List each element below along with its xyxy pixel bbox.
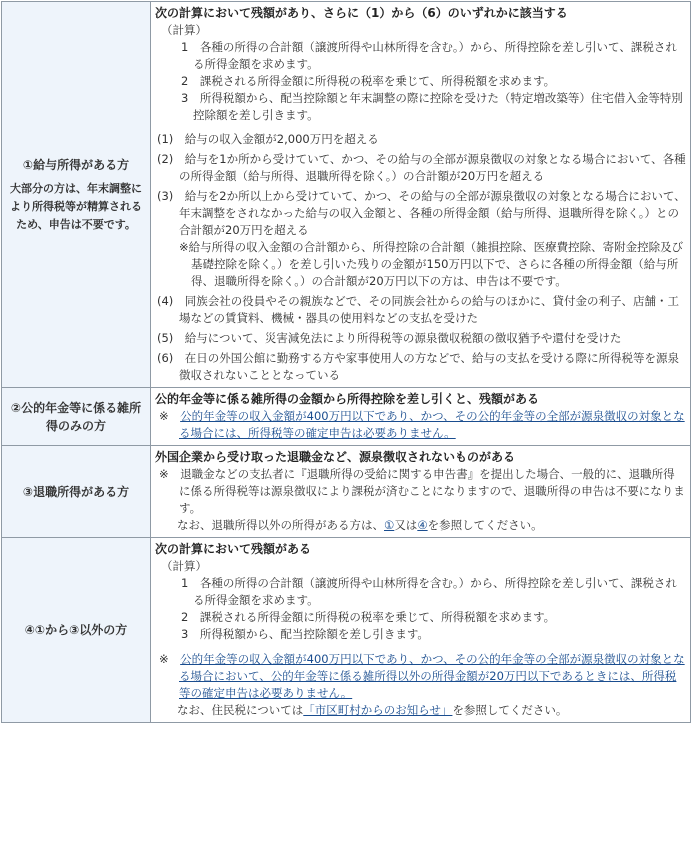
calc-step: 1 各種の所得の合計額（譲渡所得や山林所得を含む。）から、所得控除を差し引いて、課税される所得金額を求めます。 <box>181 576 677 607</box>
pension-note-link[interactable]: 公的年金等の収入金額が400万円以下であり、かつ、その公的年金等の全部が源泉徴収の対象となる場合には、所得税等の確定申告は必要ありません。 <box>179 409 685 440</box>
condition-heading: 次の計算において残額があり、さらに（1）から（6）のいずれかに該当する <box>155 6 568 20</box>
list-item-note: ※給与所得の収入金額の合計額から、所得控除の合計額（雑損控除、医療費控除、寄附金控除及び基礎控除を除く。）を差し引いた残りの金額が150万円以下で、さらに各種の所得金額（給与所得、退職所得を除く。）の合計額が20万円以下の方は、申告は不要です。 <box>179 240 684 288</box>
reference-text: なお、退職所得以外の所得がある方は、 <box>177 518 384 532</box>
reference-note <box>155 517 686 534</box>
row-title: ③退職所得がある方 <box>22 484 130 499</box>
row-content-retirement <box>151 446 691 538</box>
reference-text: なお、住民税については <box>177 703 304 717</box>
row-title: ④①から③以外の方 <box>24 623 128 637</box>
row-header-salary <box>2 2 151 388</box>
note-mark: ※ <box>159 652 169 666</box>
list-item: (6) 在日の外国公館に勤務する方や家事使用人の方などで、給与の支払を受ける際に所得税等を源泉徴収されないこととなっている <box>157 351 680 382</box>
row-content-other <box>151 538 691 723</box>
ref-link-1[interactable]: ① <box>384 518 395 532</box>
calc-step: 3 所得税額から、配当控除額を差し引きます。 <box>181 627 429 641</box>
list-item: (1) 給与の収入金額が2,000万円を超える <box>157 132 379 146</box>
table-row-other <box>2 538 691 723</box>
note-mark: ※ <box>159 409 169 423</box>
list-item: (2) 給与を1か所から受けていて、かつ、その給与の全部が源泉徴収の対象となる場合において、各種の所得金額（給与所得、退職所得を除く。）の合計額が20万円を超える <box>157 152 686 183</box>
reference-text-end: を参照してください。 <box>427 518 543 532</box>
row-title: ①給与所得がある方 <box>22 157 130 172</box>
list-item: (4) 同族会社の役員やその親族などで、その同族会社からの給与のほかに、貸付金の利子、店舗・工場などの賃貸料、機械・器具の使用料などの支払を受けた <box>157 294 680 325</box>
table-row-pension <box>2 388 691 446</box>
calc-label: （計算） <box>161 23 207 37</box>
other-note-link[interactable]: 公的年金等の収入金額が400万円以下であり、かつ、その公的年金等の全部が源泉徴収の対象となる場合において、公的年金等に係る雑所得以外の所得金額が20万円以下であるときには、所得税等の確定申告は必要ありません。 <box>179 652 685 700</box>
tax-filing-table <box>1 1 691 723</box>
row-subtitle: 大部分の方は、年末調整により所得税等が精算されるため、申告は不要です。 <box>10 181 142 231</box>
table-row-retirement <box>2 446 691 538</box>
list-item: (3) 給与を2か所以上から受けていて、かつ、その給与の全部が源泉徴収の対象となる場合において、年末調整をされなかった給与の収入金額と、各種の所得金額（給与所得、退職所得を除く。）との合計額が20万円を超える <box>157 189 686 237</box>
ref-link-4[interactable]: ④ <box>417 518 428 532</box>
calc-step: 2 課税される所得金額に所得税の税率を乗じて、所得税額を求めます。 <box>181 610 556 624</box>
calc-step: 1 各種の所得の合計額（譲渡所得や山林所得を含む。）から、所得控除を差し引いて、課税される所得金額を求めます。 <box>181 40 677 71</box>
note: ※ 退職金などの支払者に『退職所得の受給に関する申告書』を提出した場合、一般的に、退職所得に係る所得税等は源泉徴収により課税が済むことになりますので、退職所得の申告は不要になります。 <box>159 467 685 515</box>
calc-step: 2 課税される所得金額に所得税の税率を乗じて、所得税額を求めます。 <box>181 74 556 88</box>
condition-heading: 次の計算において残額がある <box>155 542 312 556</box>
reference-or: 又は <box>394 518 418 532</box>
municipality-link[interactable]: 「市区町村からのお知らせ」 <box>303 703 453 717</box>
table-row-salary <box>2 2 691 388</box>
note <box>155 408 686 442</box>
row-header-other <box>2 538 151 723</box>
list-item: (5) 給与について、災害減免法により所得税等の源泉徴収税額の徴収猶予や還付を受けた <box>157 331 622 345</box>
calc-label: （計算） <box>161 559 207 573</box>
row-header-retirement <box>2 446 151 538</box>
reference-text-end: を参照してください。 <box>452 703 568 717</box>
row-header-pension <box>2 388 151 446</box>
reference-note <box>155 702 686 719</box>
row-content-salary <box>151 2 691 388</box>
row-content-pension <box>151 388 691 446</box>
condition-heading: 公的年金等に係る雑所得の金額から所得控除を差し引くと、残額がある <box>155 392 540 406</box>
note <box>155 651 686 702</box>
row-title: ②公的年金等に係る雑所得のみの方 <box>10 400 142 433</box>
condition-heading: 外国企業から受け取った退職金など、源泉徴収されないものがある <box>155 450 516 464</box>
calc-step: 3 所得税額から、配当控除額と年末調整の際に控除を受けた（特定増改築等）住宅借入金等特別控除額を差し引きます。 <box>181 91 683 122</box>
